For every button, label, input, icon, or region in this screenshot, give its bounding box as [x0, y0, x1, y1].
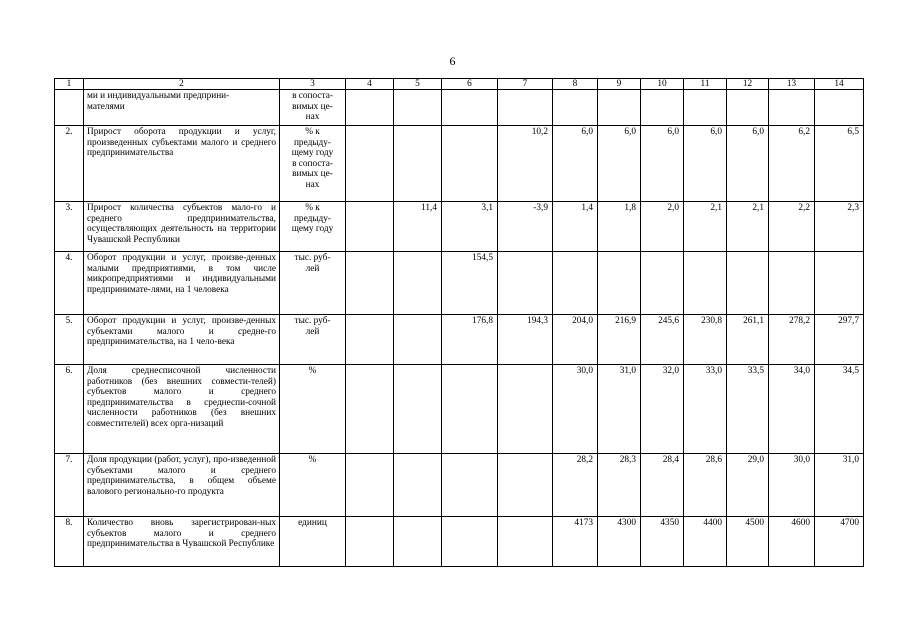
- value-cell-col-5: [394, 90, 442, 126]
- value-cell-col-9: 4300: [598, 517, 641, 567]
- header-cell-4: 4: [346, 79, 394, 90]
- value-cell-col-5: [394, 454, 442, 517]
- table-row: [55, 365, 864, 454]
- value-cell-col-4: [346, 202, 394, 252]
- value-cell-col-6: [442, 454, 498, 517]
- value-cell-col-12: 4500: [727, 517, 769, 567]
- value-cell-col-9: 31,0: [598, 365, 641, 454]
- value-cell-col-10: [641, 90, 684, 126]
- header-cell-9: 9: [598, 79, 641, 90]
- value-cell-col-13: 30,0: [769, 454, 815, 517]
- value-cell-col-5: [394, 365, 442, 454]
- row-number: 5.: [55, 315, 84, 365]
- value-cell-col-9: 216,9: [598, 315, 641, 365]
- value-cell-col-7: -3,9: [498, 202, 553, 252]
- value-cell-col-14: [815, 252, 864, 315]
- unit-of-measure: тыс. руб- лей: [280, 315, 346, 365]
- value-cell-col-11: 28,6: [684, 454, 727, 517]
- value-cell-col-7: 10,2: [498, 126, 553, 202]
- value-cell-col-13: 34,0: [769, 365, 815, 454]
- header-cell-11: 11: [684, 79, 727, 90]
- value-cell-col-14: 297,7: [815, 315, 864, 365]
- row-number: 7.: [55, 454, 84, 517]
- value-cell-col-5: [394, 252, 442, 315]
- header-cell-5: 5: [394, 79, 442, 90]
- header-cell-14: 14: [815, 79, 864, 90]
- unit-of-measure: %: [280, 365, 346, 454]
- value-cell-col-11: [684, 90, 727, 126]
- value-cell-col-11: 4400: [684, 517, 727, 567]
- table-row: [55, 252, 864, 315]
- value-cell-col-8: 28,2: [553, 454, 598, 517]
- value-cell-col-14: 31,0: [815, 454, 864, 517]
- value-cell-col-5: [394, 517, 442, 567]
- value-cell-col-10: 4350: [641, 517, 684, 567]
- value-cell-col-8: 1,4: [553, 202, 598, 252]
- value-cell-col-11: 6,0: [684, 126, 727, 202]
- indicator-name: ми и индивидуальными предприни- мателями: [84, 90, 280, 126]
- value-cell-col-11: 33,0: [684, 365, 727, 454]
- row-number: 2.: [55, 126, 84, 202]
- header-cell-6: 6: [442, 79, 498, 90]
- row-number: 3.: [55, 202, 84, 252]
- unit-of-measure: единиц: [280, 517, 346, 567]
- value-cell-col-10: 28,4: [641, 454, 684, 517]
- value-cell-col-4: [346, 454, 394, 517]
- table-row: [55, 90, 864, 126]
- value-cell-col-10: 245,6: [641, 315, 684, 365]
- value-cell-col-7: [498, 517, 553, 567]
- header-cell-7: 7: [498, 79, 553, 90]
- table-header-row: [55, 79, 864, 90]
- value-cell-col-14: 2,3: [815, 202, 864, 252]
- header-cell-12: 12: [727, 79, 769, 90]
- value-cell-col-12: [727, 90, 769, 126]
- value-cell-col-4: [346, 252, 394, 315]
- value-cell-col-6: [442, 517, 498, 567]
- value-cell-col-8: [553, 90, 598, 126]
- header-cell-8: 8: [553, 79, 598, 90]
- value-cell-col-11: 2,1: [684, 202, 727, 252]
- value-cell-col-13: 278,2: [769, 315, 815, 365]
- value-cell-col-7: [498, 252, 553, 315]
- value-cell-col-9: [598, 252, 641, 315]
- header-cell-13: 13: [769, 79, 815, 90]
- value-cell-col-12: 33,5: [727, 365, 769, 454]
- table-row: [55, 517, 864, 567]
- table-row: [55, 126, 864, 202]
- header-cell-1: 1: [55, 79, 84, 90]
- indicator-name: Количество вновь зарегистрирован-ных субъектов малого и среднего предпринимательства в Чувашской Республике: [84, 517, 280, 567]
- value-cell-col-8: 30,0: [553, 365, 598, 454]
- value-cell-col-4: [346, 517, 394, 567]
- row-number: [55, 90, 84, 126]
- value-cell-col-4: [346, 315, 394, 365]
- value-cell-col-14: 4700: [815, 517, 864, 567]
- value-cell-col-6: [442, 365, 498, 454]
- value-cell-col-11: 230,8: [684, 315, 727, 365]
- value-cell-col-10: 6,0: [641, 126, 684, 202]
- value-cell-col-8: 204,0: [553, 315, 598, 365]
- unit-of-measure: % к предыду- щему году: [280, 202, 346, 252]
- value-cell-col-12: 29,0: [727, 454, 769, 517]
- indicator-name: Доля продукции (работ, услуг), про-изведенной субъектами малого и среднего предпринимательства, в общем объеме валового регионально-го продукта: [84, 454, 280, 517]
- value-cell-col-7: [498, 365, 553, 454]
- value-cell-col-11: [684, 252, 727, 315]
- value-cell-col-6: 176,8: [442, 315, 498, 365]
- value-cell-col-9: 6,0: [598, 126, 641, 202]
- value-cell-col-9: 1,8: [598, 202, 641, 252]
- value-cell-col-10: 32,0: [641, 365, 684, 454]
- value-cell-col-13: 4600: [769, 517, 815, 567]
- value-cell-col-13: 6,2: [769, 126, 815, 202]
- value-cell-col-7: [498, 90, 553, 126]
- indicator-name: Доля среднесписочной численности работников (без внешних совмести-телей) субъектов малого и среднего предпринимательства в среднеспи-сочной численности работников (без внешних совместителей) всех орга-низаций: [84, 365, 280, 454]
- value-cell-col-7: [498, 454, 553, 517]
- indicator-name: Оборот продукции и услуг, произве-денных субъектами малого и средне-го предпринимательства, на 1 чело-века: [84, 315, 280, 365]
- value-cell-col-6: 3,1: [442, 202, 498, 252]
- value-cell-col-12: [727, 252, 769, 315]
- value-cell-col-4: [346, 90, 394, 126]
- page-number: 6: [449, 54, 456, 68]
- value-cell-col-8: 4173: [553, 517, 598, 567]
- row-number: 4.: [55, 252, 84, 315]
- value-cell-col-12: 261,1: [727, 315, 769, 365]
- value-cell-col-14: 34,5: [815, 365, 864, 454]
- value-cell-col-5: 11,4: [394, 202, 442, 252]
- value-cell-col-13: [769, 90, 815, 126]
- value-cell-col-9: [598, 90, 641, 126]
- table-row: [55, 315, 864, 365]
- value-cell-col-10: [641, 252, 684, 315]
- table-body: [55, 79, 864, 567]
- unit-of-measure: тыс. руб- лей: [280, 252, 346, 315]
- header-cell-3: 3: [280, 79, 346, 90]
- table-row: [55, 202, 864, 252]
- value-cell-col-6: [442, 126, 498, 202]
- indicator-name: Прирост оборота продукции и услуг, произведенных субъектами малого и среднего предпринимательства: [84, 126, 280, 202]
- value-cell-col-6: [442, 90, 498, 126]
- row-number: 8.: [55, 517, 84, 567]
- indicators-table: [54, 78, 864, 567]
- header-cell-10: 10: [641, 79, 684, 90]
- header-cell-2: 2: [84, 79, 280, 90]
- value-cell-col-14: 6,5: [815, 126, 864, 202]
- value-cell-col-13: [769, 252, 815, 315]
- table-row: [55, 454, 864, 517]
- value-cell-col-5: [394, 126, 442, 202]
- value-cell-col-13: 2,2: [769, 202, 815, 252]
- value-cell-col-4: [346, 365, 394, 454]
- row-number: 6.: [55, 365, 84, 454]
- value-cell-col-10: 2,0: [641, 202, 684, 252]
- indicator-name: Оборот продукции и услуг, произве-денных малыми предприятиями, в том числе микропредприятиями и индивидуальными предпринимате-лями, на 1 человека: [84, 252, 280, 315]
- value-cell-col-4: [346, 126, 394, 202]
- indicator-name: Прирост количества субъектов мало-го и среднего предпринимательства, осуществляющих деятельность на территории Чувашской Республики: [84, 202, 280, 252]
- value-cell-col-6: 154,5: [442, 252, 498, 315]
- value-cell-col-5: [394, 315, 442, 365]
- value-cell-col-8: 6,0: [553, 126, 598, 202]
- unit-of-measure: %: [280, 454, 346, 517]
- value-cell-col-12: 6,0: [727, 126, 769, 202]
- value-cell-col-9: 28,3: [598, 454, 641, 517]
- value-cell-col-12: 2,1: [727, 202, 769, 252]
- value-cell-col-14: [815, 90, 864, 126]
- unit-of-measure: в сопоста- вимых це- нах: [280, 90, 346, 126]
- value-cell-col-7: 194,3: [498, 315, 553, 365]
- unit-of-measure: % к предыду- щему году в сопоста- вимых це- нах: [280, 126, 346, 202]
- value-cell-col-8: [553, 252, 598, 315]
